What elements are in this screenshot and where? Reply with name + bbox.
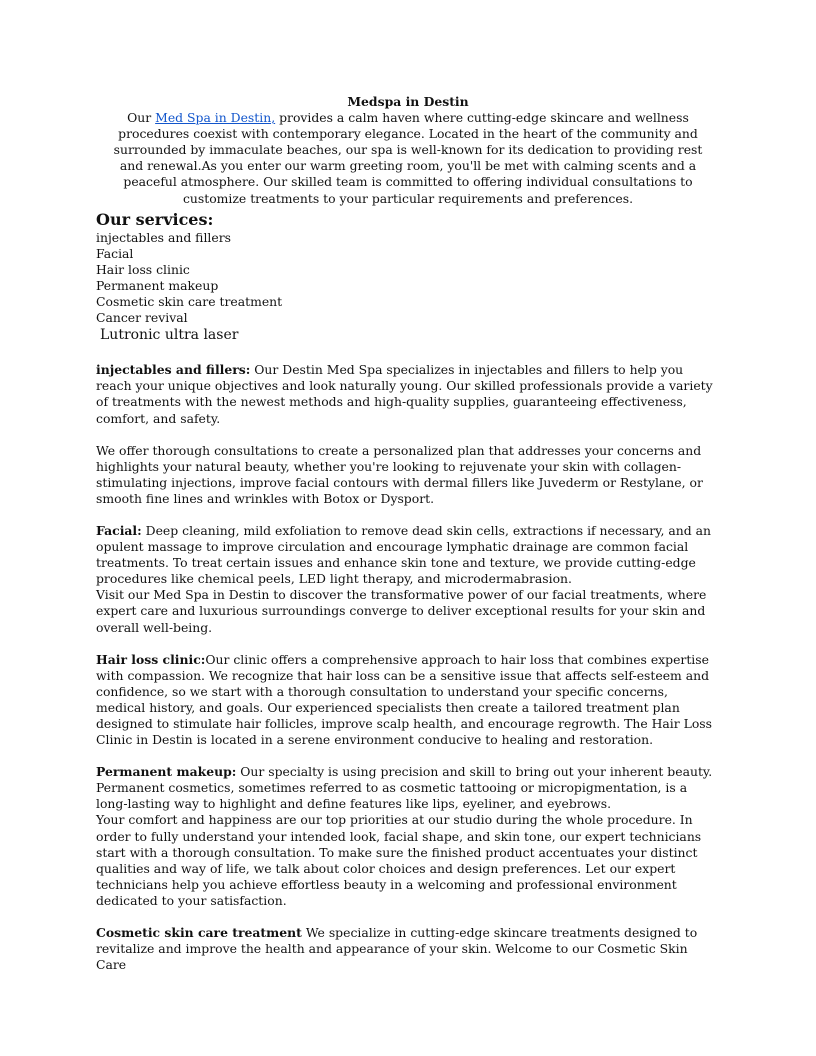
injectables-text: Our Destin Med Spa specializes in injectables and fillers to help you reach your unique objectives and look naturally young. Our skilled professionals provide a variety of treatments with the newest methods and high-quality supplies, guaranteeing effectiveness, comfort, and safety. <box>96 362 713 426</box>
hair-loss-text: Our clinic offers a comprehensive approach to hair loss that combines expertise with compassion. We recognize that hair loss can be a sensitive issue that affects self-esteem and confidence, so we start with a thorough consultation to understand your specific concerns, medical history, and goals. Our experienced specialists then create a tailored treatment plan designed to stimulate hair follicles, improve scalp health, and encourage regrowth. The Hair Loss Clinic in Destin is located in a serene environment conducive to healing and restoration. <box>96 651 713 748</box>
spacer <box>96 344 720 362</box>
makeup-label: Permanent makeup: <box>96 764 237 780</box>
injectables-paragraph <box>96 362 720 426</box>
makeup-paragraph <box>96 764 720 812</box>
service-item-injectables: injectables and fillers <box>96 229 231 245</box>
intro-before-link: Our <box>127 110 156 126</box>
spacer <box>96 748 720 764</box>
injectables-paragraph-2: We offer thorough consultations to create a personalized plan that addresses your concerns and highlights your natural beauty, whether you're looking to rejuvenate your skin with collagen-stimulating injections, improve facial contours with dermal fillers like Juvederm or Restylane, or smooth fine lines and wrinkles with Botox or Dysport. <box>96 442 703 506</box>
document-page <box>96 94 720 973</box>
cosmetic-paragraph <box>96 925 720 973</box>
document-title: Medspa in Destin <box>347 94 469 109</box>
facial-paragraph <box>96 523 720 587</box>
facial-text: Deep cleaning, mild exfoliation to remove dead skin cells, extractions if necessary, and an opulent massage to improve circulation and encourage lymphatic drainage are common facial treatments. To treat certain issues and enhance skin tone and texture, we provide cutting-edge procedures like chemical peels, LED light therapy, and microdermabrasion. <box>96 522 712 587</box>
service-item-facial: Facial <box>96 245 134 261</box>
service-item-cancer-revival: Cancer revival <box>96 310 188 326</box>
cosmetic-label: Cosmetic skin care treatment <box>96 925 302 941</box>
spacer <box>96 427 720 443</box>
service-item-permanent-makeup: Permanent makeup <box>96 277 219 293</box>
makeup-paragraph-2: Your comfort and happiness are our top priorities at our studio during the whole procedure. In order to fully understand your intended look, facial shape, and skin tone, our expert technicians start with a thorough consultation. To make sure the finished product accentuates your distinct qualities and way of life, we talk about color choices and design preferences. Let our expert technicians help you achieve effortless beauty in a welcoming and professional environment dedicated to your satisfaction. <box>96 812 702 908</box>
service-item-hair-loss: Hair loss clinic <box>96 261 190 277</box>
services-heading: Our services: <box>96 209 214 229</box>
spacer <box>96 507 720 523</box>
med-spa-link[interactable]: Med Spa in Destin, <box>155 110 276 126</box>
service-item-cosmetic-skin-care: Cosmetic skin care treatment <box>96 294 283 310</box>
hair-loss-paragraph <box>96 652 720 749</box>
services-list <box>96 230 720 345</box>
facial-paragraph-2: Visit our Med Spa in Destin to discover the transformative power of our facial treatments, where expert care and luxurious surroundings converge to deliver exceptional results for your skin and overall well-being. <box>96 587 707 635</box>
intro-after-link: provides a calm haven where cutting-edge skincare and wellness procedures coexist with contemporary elegance. Located in the heart of the community and surrounded by immaculate beaches, our spa is well-known for its dedication to providing rest and renewal.As you enter our warm greeting room, you'll be met with calming scents and a peaceful atmosphere. Our skilled team is committed to offering individual consultations to customize treatments to your particular requirements and preferences. <box>113 110 703 206</box>
makeup-text: Our specialty is using precision and skill to bring out your inherent beauty. Permanent cosmetics, sometimes referred to as cosmetic tattooing or micropigmentation, is a long-lasting way to highlight and define features like lips, eyeliner, and eyebrows. <box>96 764 713 812</box>
service-item-lutronic-laser: Lutronic ultra laser <box>100 327 239 344</box>
hair-loss-label: Hair loss clinic: <box>96 651 206 667</box>
spacer <box>96 909 720 925</box>
injectables-label: injectables and fillers: <box>96 362 251 378</box>
cosmetic-text: We specialize in cutting-edge skincare treatments designed to revitalize and improve the health and appearance of your skin. Welcome to our Cosmetic Skin Care <box>96 925 698 973</box>
facial-label: Facial: <box>96 522 142 538</box>
spacer <box>96 636 720 652</box>
intro-paragraph <box>104 110 712 207</box>
